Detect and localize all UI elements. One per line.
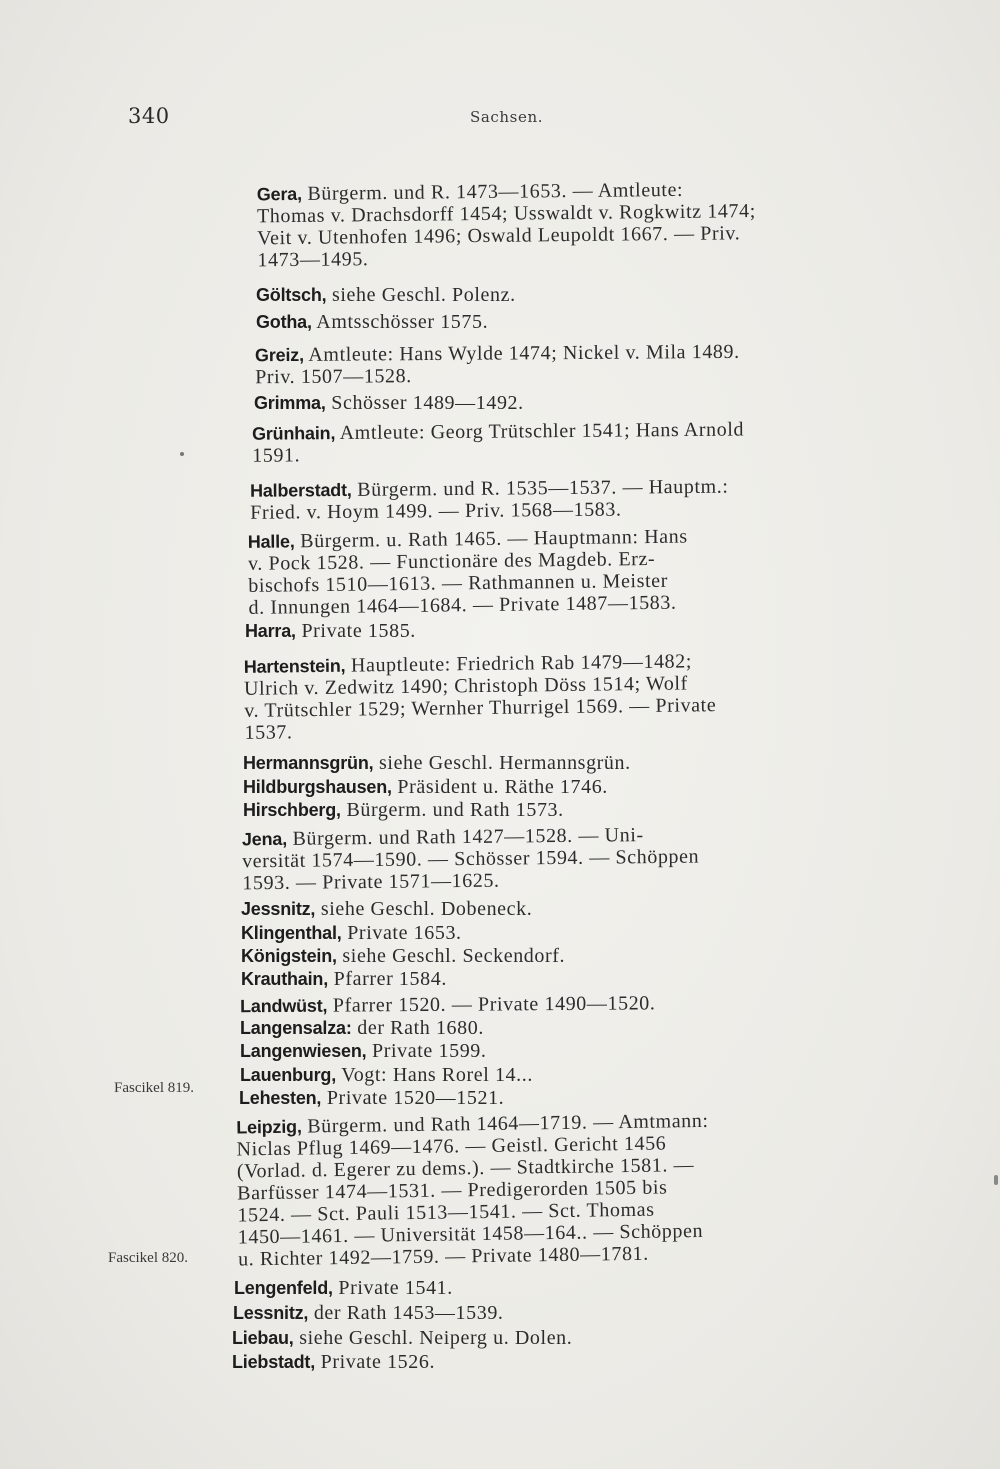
- marginal-note: Fascikel 820.: [108, 1250, 188, 1266]
- entry-body: siehe Geschl. Hermannsgrün.: [373, 752, 631, 774]
- entry-body: der Rath 1453—1539.: [308, 1302, 504, 1324]
- entry-body: Amtsschösser 1575.: [311, 311, 489, 333]
- entry-head: Leipzig,: [236, 1116, 302, 1138]
- entry-body: siehe Geschl. Dobeneck.: [315, 898, 533, 920]
- page-number: 340: [128, 104, 170, 128]
- entry-head: Langenwiesen,: [240, 1041, 367, 1061]
- entry-body: Private 1599.: [366, 1040, 487, 1062]
- entry-leipzig: [236, 1086, 878, 1271]
- entry-hartenstein: [243, 626, 884, 744]
- entry-head: Lehesten,: [239, 1088, 322, 1108]
- entry-head: Liebstadt,: [232, 1352, 316, 1372]
- entry-head: Hartenstein,: [243, 655, 346, 677]
- entry-body: Bürgerm. u. Rath 1465. — Hauptmann: Hans v. Pock 1528. — Functionäre des Magdeb. Erz- bischofs 1510—1613. — Rathmannen u. Meister d. Innungen 1464—1684. — Private 1487—1583.: [247, 525, 688, 619]
- entry-body: Private 1541.: [332, 1277, 453, 1299]
- entry-liebstadt: [232, 1329, 872, 1373]
- entry-head: Halberstadt,: [249, 479, 352, 501]
- entry-head: Göltsch,: [256, 285, 327, 305]
- entry-gera: [256, 155, 897, 272]
- entry-body: Private 1520—1521.: [321, 1087, 505, 1109]
- entry-body: Private 1526.: [315, 1351, 436, 1373]
- entry-head: Lessnitz,: [233, 1303, 309, 1323]
- entry-head: Gotha,: [256, 312, 312, 332]
- entry-head: Hermannsgrün,: [243, 753, 374, 773]
- entry-head: Grünhain,: [251, 423, 336, 444]
- entry-head: Hildburgshausen,: [243, 777, 392, 797]
- entry-body: Amtleute: Hans Wylde 1474; Nickel v. Mila 1489. Priv. 1507—1528.: [255, 340, 740, 389]
- entry-body: Bürgerm. und R. 1473—1653. — Amtleute: Thomas v. Drachsdorff 1454; Usswaldt v. Rogkwitz 1474; Veit v. Utenhofen 1496; Oswald Leupoldt 1667. — Priv. 1473—1495.: [256, 178, 756, 272]
- entry-body: der Rath 1680.: [351, 1017, 484, 1039]
- entry-body: Amtleute: Georg Trütschler 1541; Hans Arnold 1591.: [252, 418, 745, 467]
- marginal-note: Fascikel 819.: [114, 1080, 194, 1096]
- entry-head: Jessnitz,: [241, 899, 316, 919]
- entry-head: Grimma,: [254, 393, 326, 413]
- entry-body: Präsident u. Räthe 1746.: [391, 776, 608, 798]
- entry-body: siehe Geschl. Polenz.: [326, 284, 516, 306]
- entry-head: Liebau,: [232, 1328, 294, 1348]
- entry-body: siehe Geschl. Seckendorf.: [336, 945, 566, 967]
- entry-head: Gera,: [256, 183, 302, 205]
- running-head: Sachsen.: [470, 108, 544, 126]
- entry-head: Landwüst,: [240, 995, 328, 1017]
- entry-head: Jena,: [241, 828, 288, 850]
- entry-head: Greiz,: [254, 344, 304, 366]
- entry-body: Pfarrer 1584.: [328, 968, 447, 990]
- entry-body: Private 1653.: [341, 922, 462, 944]
- entry-head: Klingenthal,: [241, 923, 342, 943]
- entry-head: Langensalza:: [240, 1018, 352, 1038]
- entry-body: Bürgerm. und R. 1535—1537. — Hauptm.: Fried. v. Hoym 1499. — Priv. 1568—1583.: [250, 475, 729, 524]
- entry-body: Bürgerm. und Rath 1427—1528. — Uni- versität 1574—1590. — Schösser 1594. — Schöppen 1593. — Private 1571—1625.: [242, 824, 700, 895]
- entry-head: Hirschberg,: [243, 800, 341, 820]
- entry-head: Harra,: [245, 621, 296, 641]
- entry-body: Private 1585.: [295, 620, 416, 642]
- page-edge-mark: [994, 1175, 998, 1185]
- entry-body: siehe Geschl. Neiperg u. Dolen.: [293, 1327, 573, 1349]
- entry-body: Schösser 1489—1492.: [325, 392, 524, 414]
- print-speck: [180, 452, 184, 456]
- entry-head: Königstein,: [241, 946, 337, 966]
- entry-head: Lauenburg,: [240, 1065, 336, 1085]
- entry-body: Hauptleute: Friedrich Rab 1479—1482; Ulrich v. Zedwitz 1490; Christoph Döss 1514; Wolf v. Trütschler 1529; Wernher Thurrigel 1569. — Private 1537.: [243, 650, 717, 744]
- entry-head: Lengenfeld,: [234, 1278, 333, 1298]
- entry-body: Vogt: Hans Rorel 14...: [336, 1064, 533, 1086]
- entry-body: Bürgerm. und Rath 1573.: [340, 799, 564, 821]
- entry-head: Krauthain,: [241, 969, 329, 989]
- entry-body: Bürgerm. und Rath 1464—1719. — Amtmann: Niclas Pflug 1469—1476. — Geistl. Gericht 1456 (Vorlad. d. Egerer zu dems.). — Stadtkirche 1581. — Barfüsser 1474—1531. — Predigerorden 1505 bis 1524. — Sct. Pauli 1513—1541. — Sct. Thomas 1450—1461. — Universität 1458—164.. — Schöppen u. Richter 1492—1759. — Private 1480—1781.: [236, 1109, 709, 1271]
- entry-head: Halle,: [247, 531, 295, 552]
- entry-body: Pfarrer 1520. — Private 1490—1520.: [327, 992, 656, 1017]
